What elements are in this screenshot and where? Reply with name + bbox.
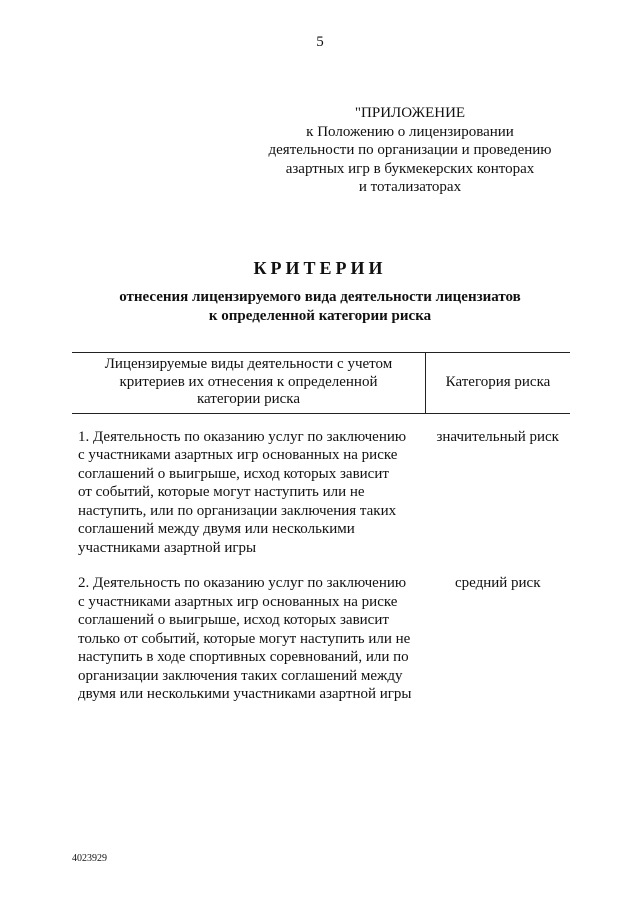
activity-line: двумя или несколькими участниками азартной игры bbox=[78, 686, 412, 702]
subtitle-line: к определенной категории риска bbox=[208, 307, 432, 324]
subtitle-line: отнесения лицензируемого вида деятельности лицензиатов bbox=[119, 289, 521, 305]
activity-line: 2. Деятельность по оказанию услуг по заключению bbox=[78, 575, 407, 591]
header-activity-line: Лицензируемые виды деятельности с учетом bbox=[104, 356, 393, 372]
criteria-table bbox=[72, 352, 570, 704]
activity-line: наступить в ходе спортивных соревнований, или по bbox=[78, 649, 409, 665]
activity-line: от событий, которые могут наступить или не bbox=[78, 484, 365, 500]
activity-line: наступить, или по организации заключения таких bbox=[78, 502, 397, 519]
risk-cell: средний риск bbox=[454, 575, 541, 591]
risk-cell: значительный риск bbox=[436, 428, 559, 445]
appendix-line: к Положению о лицензировании bbox=[306, 123, 514, 140]
table-spacer bbox=[72, 557, 570, 574]
activity-line: организации заключения таких соглашений между bbox=[78, 667, 403, 684]
activity-line: соглашений о выигрыше, исход которых зависит bbox=[78, 465, 389, 482]
activity-cell bbox=[72, 428, 425, 558]
header-risk: Категория риска bbox=[425, 353, 570, 414]
table-row bbox=[72, 428, 570, 558]
appendix-line: "ПРИЛОЖЕНИЕ bbox=[354, 105, 466, 121]
table-header-row bbox=[72, 353, 570, 414]
activity-line: с участниками азартных игр основанных на риске bbox=[78, 447, 398, 463]
activity-cell bbox=[72, 574, 425, 704]
appendix-line: деятельности по организации и проведению bbox=[268, 142, 552, 158]
activity-line: соглашений между двумя или несколькими bbox=[78, 521, 355, 537]
activity-line: соглашений о выигрыше, исход которых зависит bbox=[78, 612, 389, 628]
activity-line: только от событий, которые могут наступить или не bbox=[78, 630, 411, 647]
document-code: 4023929 bbox=[72, 853, 107, 864]
activity-line: 1. Деятельность по оказанию услуг по заключению bbox=[78, 428, 407, 445]
header-activity bbox=[72, 353, 425, 414]
header-activity-line: категории риска bbox=[196, 391, 300, 407]
appendix-line: и тотализаторах bbox=[358, 179, 462, 195]
table-row bbox=[72, 574, 570, 704]
appendix-header bbox=[250, 104, 570, 197]
appendix-line: азартных игр в букмекерских конторах bbox=[285, 160, 535, 177]
activity-line: участниками азартной игры bbox=[78, 539, 257, 556]
document-title: КРИТЕРИИ bbox=[253, 258, 387, 278]
document-subtitle bbox=[0, 288, 640, 325]
activity-line: с участниками азартных игр основанных на риске bbox=[78, 593, 398, 610]
header-activity-line: критериев их отнесения к определенной bbox=[119, 373, 378, 390]
table-spacer bbox=[72, 413, 570, 428]
page-number: 5 bbox=[316, 34, 324, 50]
